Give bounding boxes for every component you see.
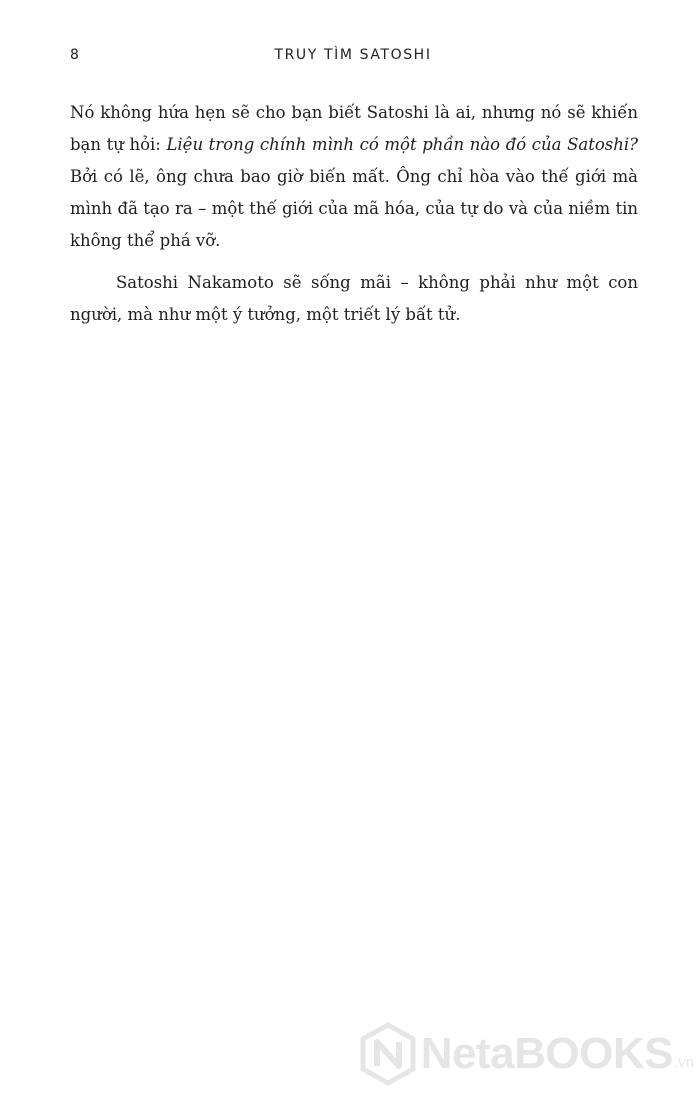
paragraph-1-text-start: Nó không hứa hẹn sẽ cho bạn biết Satoshi là ai, nhưng nó sẽ khiến bạn tự hỏi: — [70, 103, 638, 154]
watermark-brand: NetaBOOKS — [420, 1029, 673, 1078]
watermark — [359, 1019, 694, 1089]
watermark-suffix: .vn — [673, 1054, 694, 1071]
paragraph-1-italic-question: Liệu trong chính mình có một phần nào đó của Satoshi? — [166, 135, 639, 154]
running-title: TRUY TÌM SATOSHI — [274, 47, 432, 63]
paragraph-1-text-end: Bởi có lẽ, ông chưa bao giờ biến mất. Ông chỉ hòa vào thế giới mà mình đã tạo ra – một thế giới của mã hóa, của tự do và của niềm tin không thể phá vỡ. — [70, 167, 638, 250]
page-header — [70, 47, 636, 71]
paragraph-1 — [70, 97, 638, 257]
page-number: 8 — [70, 47, 81, 63]
neta-books-logo-icon — [359, 1022, 417, 1086]
body-text — [70, 97, 638, 331]
paragraph-2: Satoshi Nakamoto sẽ sống mãi – không phải như một con người, mà như một ý tưởng, một triết lý bất tử. — [70, 273, 638, 324]
